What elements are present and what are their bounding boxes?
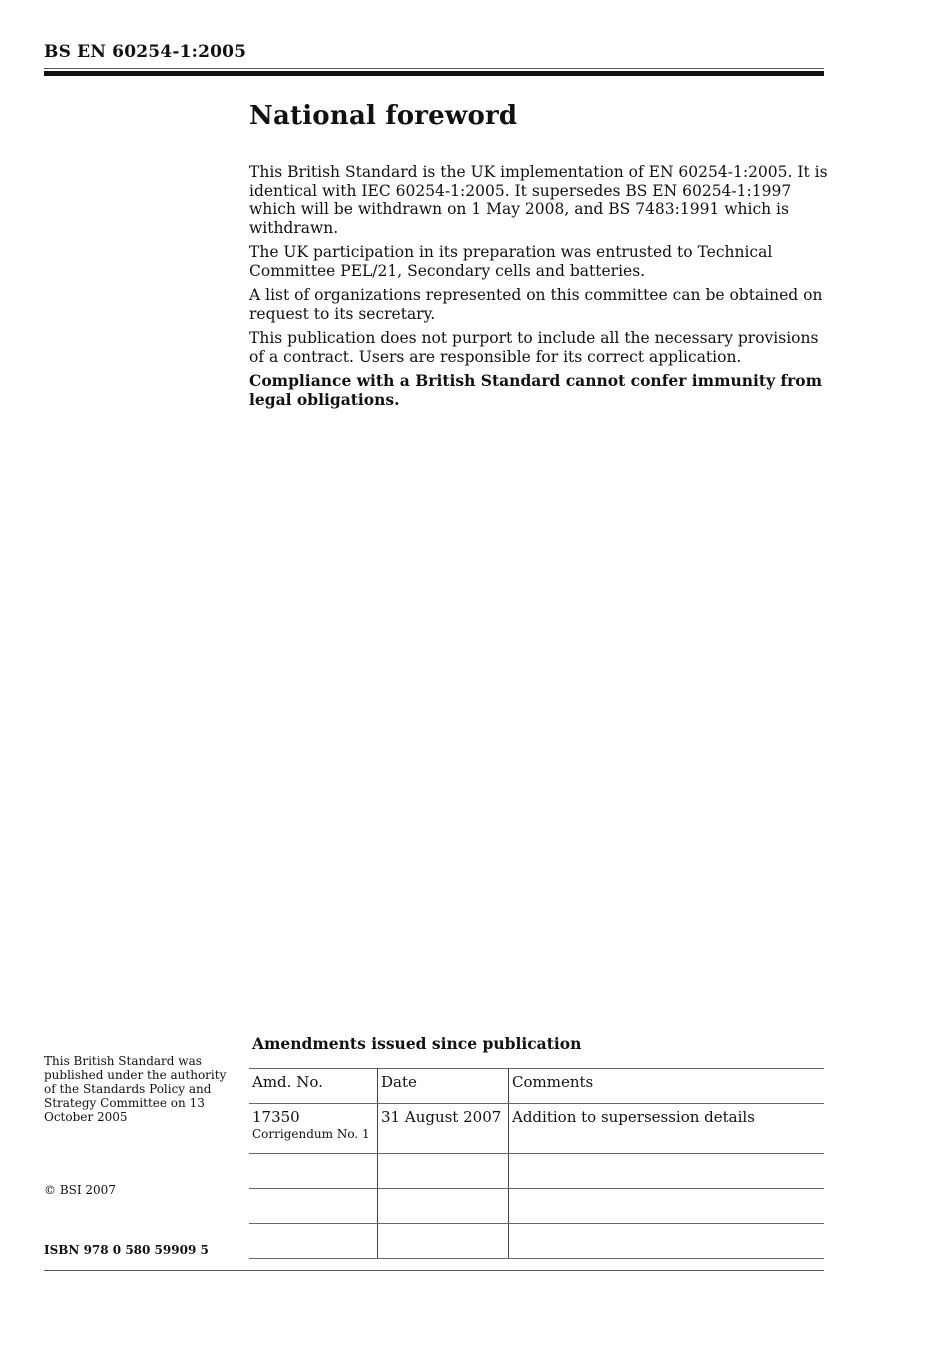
foreword-body xyxy=(249,163,834,415)
header-rule-thick xyxy=(44,71,824,76)
column-header-comments: Comments xyxy=(509,1069,825,1104)
empty-cell xyxy=(249,1154,378,1189)
amd-no-cell xyxy=(249,1104,378,1154)
publication-authority-note: This British Standard was published under the authority of the Standards Policy and Strategy Committee on 13 October 2005 xyxy=(44,1054,227,1124)
empty-cell xyxy=(509,1189,825,1224)
foreword-paragraph: The UK participation in its preparation was entrusted to Technical Committee PEL/21, Secondary cells and batteries. xyxy=(249,243,773,280)
column-header-amd-no: Amd. No. xyxy=(249,1069,378,1104)
amd-note: Corrigendum No. 1 xyxy=(252,1127,370,1141)
comments-cell: Addition to supersession details xyxy=(509,1104,825,1154)
empty-cell xyxy=(378,1224,509,1259)
empty-cell xyxy=(249,1224,378,1259)
empty-cell xyxy=(378,1189,509,1224)
header-rule-thin xyxy=(44,68,824,69)
amendments-table xyxy=(249,1068,824,1259)
amendments-title: Amendments issued since publication xyxy=(252,1034,582,1053)
column-header-date: Date xyxy=(378,1069,509,1104)
page-title: National foreword xyxy=(249,101,518,131)
compliance-note: Compliance with a British Standard cannot confer immunity from legal obligations. xyxy=(249,371,823,409)
foreword-paragraph: This publication does not purport to include all the necessary provisions of a contract. Users are responsible for its correct application. xyxy=(249,329,819,366)
footer-rule xyxy=(44,1270,824,1271)
foreword-paragraph: This British Standard is the UK implementation of EN 60254-1:2005. It is identical with IEC 60254-1:2005. It supersedes BS EN 60254-1:1997 which will be withdrawn on 1 May 2008, and BS 7483:1991 which is withdrawn. xyxy=(249,163,828,237)
empty-cell xyxy=(378,1154,509,1189)
empty-cell xyxy=(509,1224,825,1259)
table-row-empty xyxy=(249,1189,824,1224)
amd-number: 17350 xyxy=(252,1108,300,1126)
table-header-row xyxy=(249,1069,824,1104)
foreword-paragraph: A list of organizations represented on this committee can be obtained on request to its secretary. xyxy=(249,286,823,323)
table-row xyxy=(249,1104,824,1154)
table-row-empty xyxy=(249,1224,824,1259)
table-row-empty xyxy=(249,1154,824,1189)
empty-cell xyxy=(509,1154,825,1189)
isbn: ISBN 978 0 580 59909 5 xyxy=(44,1243,209,1257)
copyright-notice: © BSI 2007 xyxy=(44,1183,116,1197)
date-cell: 31 August 2007 xyxy=(378,1104,509,1154)
standard-number: BS EN 60254-1:2005 xyxy=(44,42,247,62)
empty-cell xyxy=(249,1189,378,1224)
